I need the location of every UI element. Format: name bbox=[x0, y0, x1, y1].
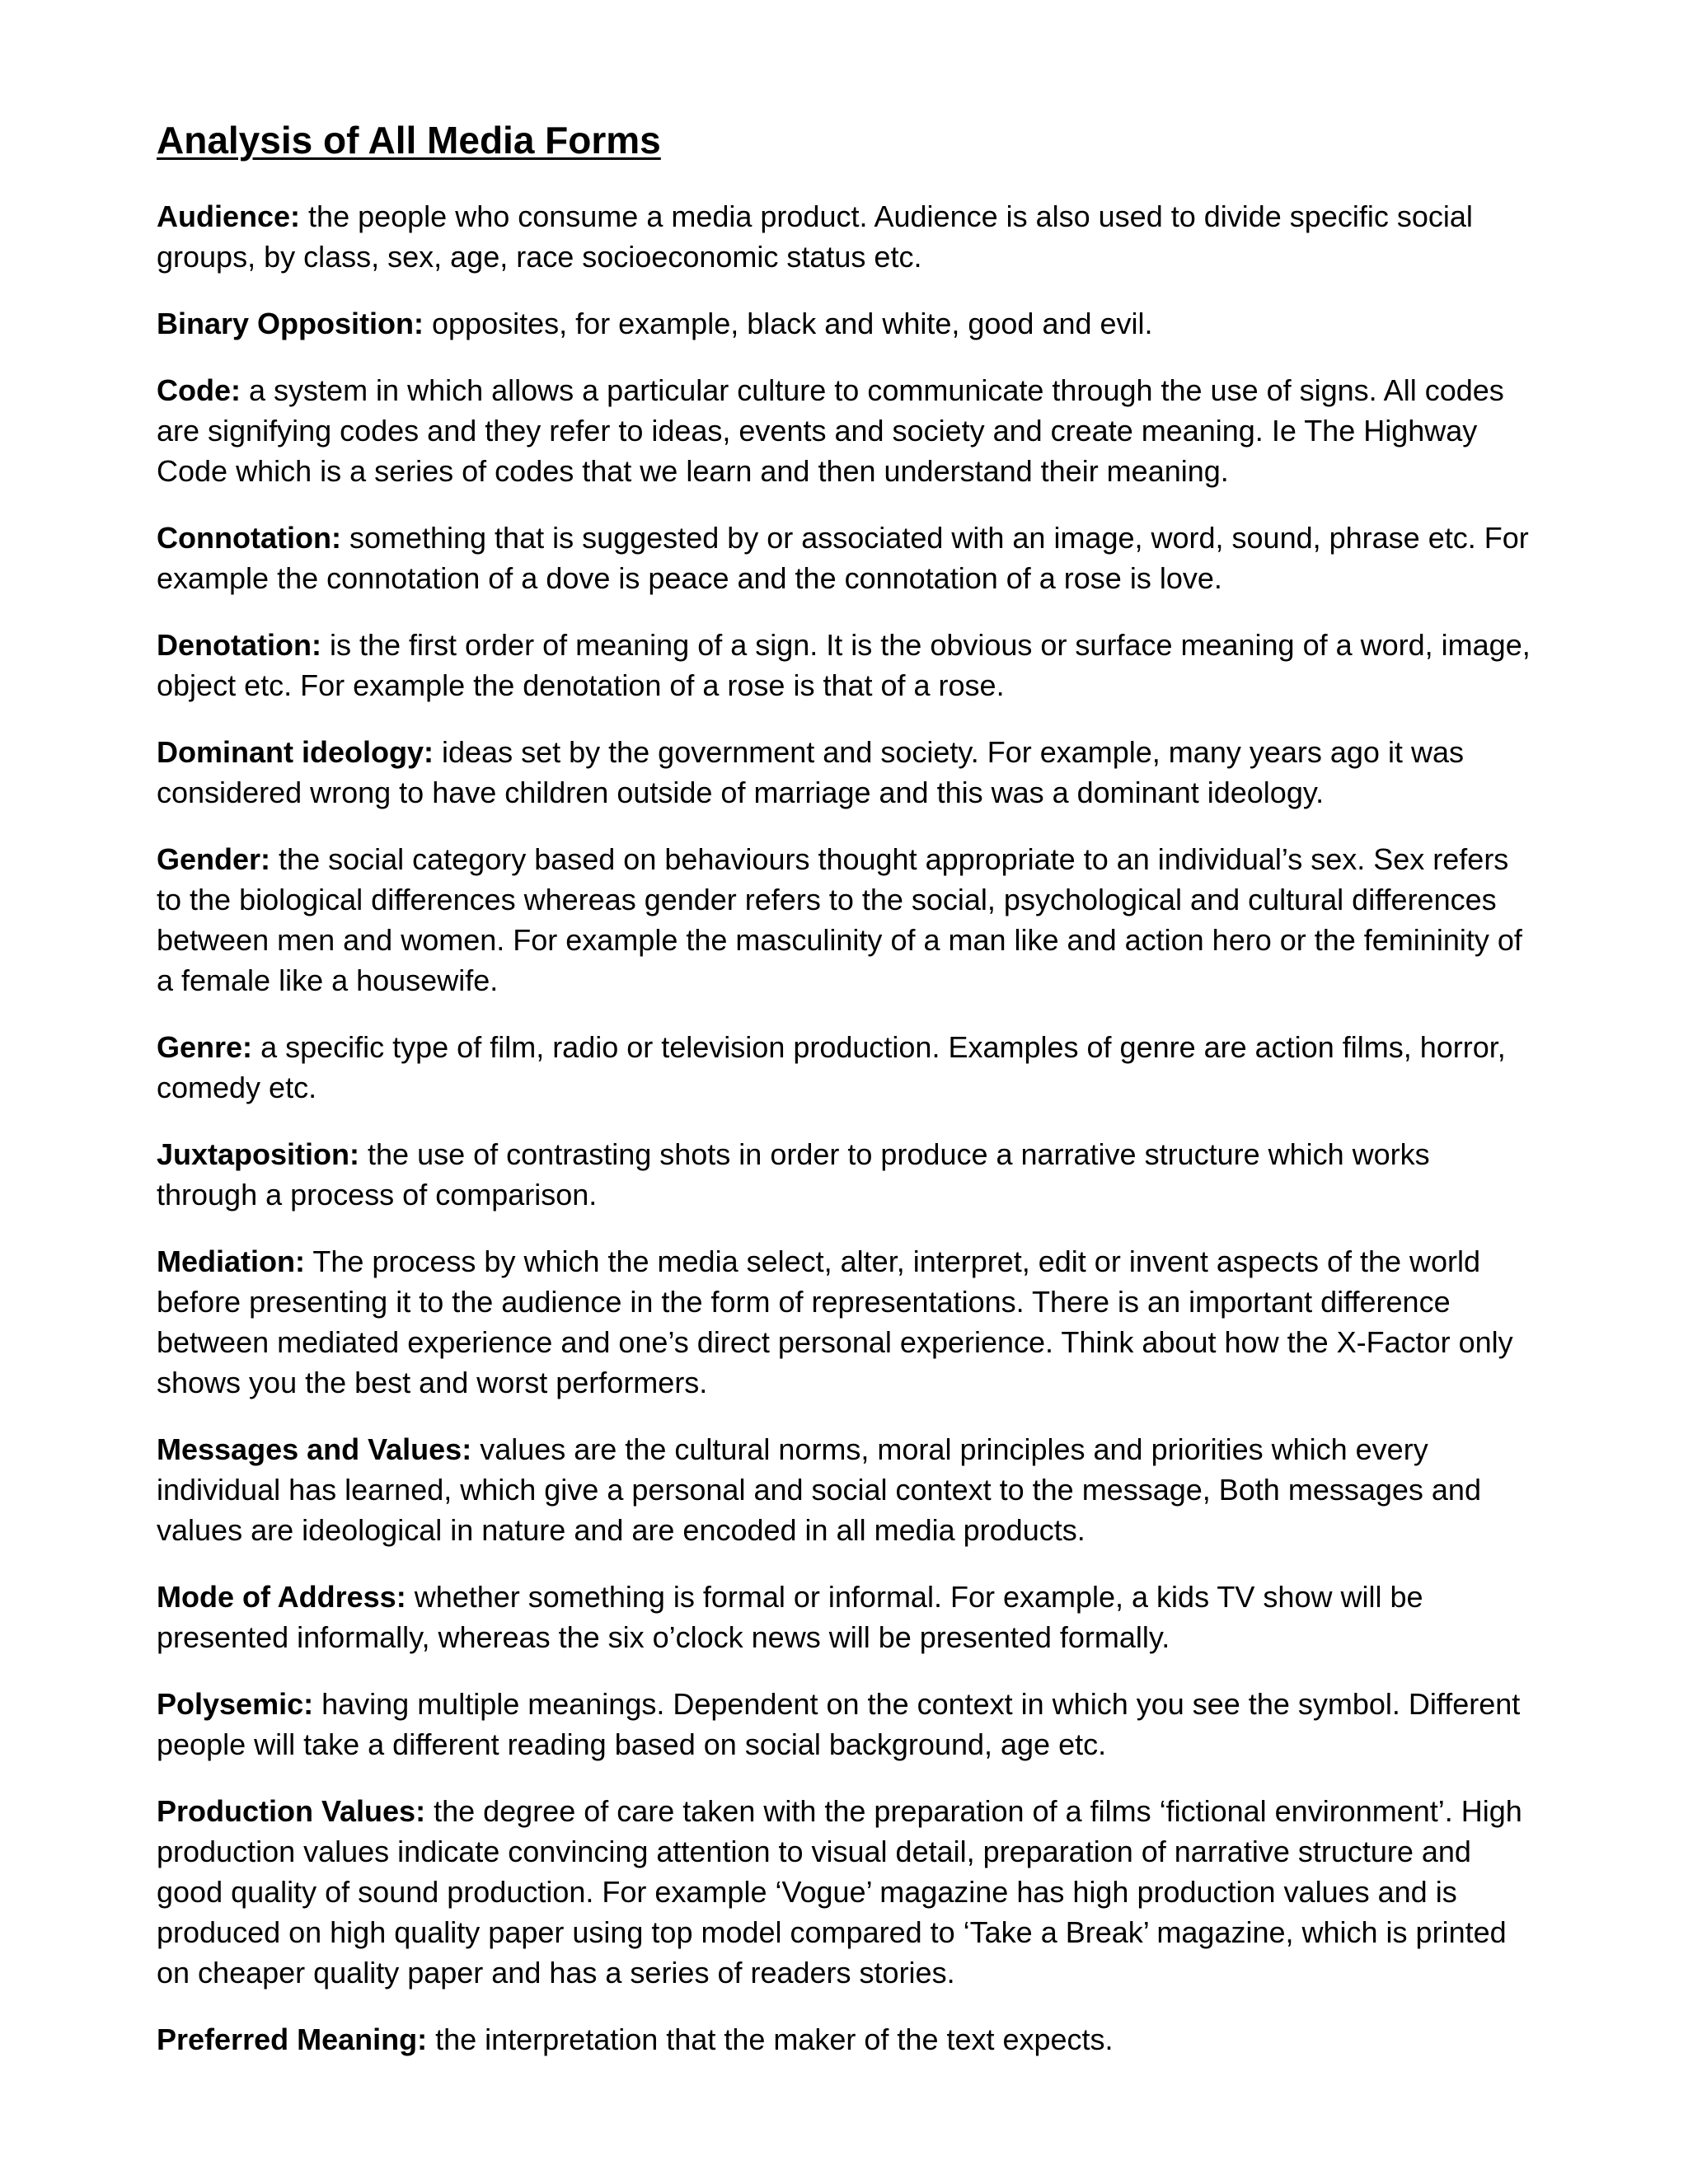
glossary-term: Polysemic: bbox=[157, 1687, 314, 1721]
glossary-entry-juxtaposition bbox=[157, 1134, 1533, 1215]
glossary-entry-polysemic bbox=[157, 1684, 1533, 1765]
glossary-term: Preferred Meaning: bbox=[157, 2022, 428, 2056]
glossary-definition: the use of contrasting shots in order to produce a narrative structure which works through a process of comparison. bbox=[157, 1137, 1430, 1212]
glossary-term: Gender: bbox=[157, 842, 271, 876]
glossary-entry-binary-opposition bbox=[157, 303, 1533, 344]
glossary-entry-production-values bbox=[157, 1791, 1533, 1993]
glossary-definition: values are the cultural norms, moral principles and priorities which every individual has learned, which give a personal and social context to the message, Both messages and values are ideological in nature and are encoded in all media products. bbox=[157, 1432, 1481, 1547]
glossary-definition: the degree of care taken with the preparation of a films ‘fictional environment’. High production values indicate convincing attention to visual detail, preparation of narrative structure and good quality of sound production. For example ‘Vogue’ magazine has high production values and is produced on high quality paper using top model compared to ‘Take a Break’ magazine, which is printed on cheaper quality paper and has a series of readers stories. bbox=[157, 1794, 1522, 1990]
document-title: Analysis of All Media Forms bbox=[157, 119, 661, 162]
glossary-definition: a specific type of film, radio or television production. Examples of genre are action films, horror, comedy etc. bbox=[157, 1030, 1506, 1104]
glossary-entry-dominant-ideology bbox=[157, 732, 1533, 813]
glossary-definition: The process by which the media select, alter, interpret, edit or invent aspects of the world before presenting it to the audience in the form of representations. There is an important difference between mediated experience and one’s direct personal experience. Think about how the X-Factor only shows you the best and worst performers. bbox=[157, 1244, 1513, 1399]
glossary-definition: a system in which allows a particular culture to communicate through the use of signs. All codes are signifying codes and they refer to ideas, events and society and create meaning. Ie The Highway Code which is a series of codes that we learn and then understand their meaning. bbox=[157, 373, 1504, 488]
glossary-term: Production Values: bbox=[157, 1794, 426, 1828]
glossary-definition: something that is suggested by or associated with an image, word, sound, phrase etc. For example the connotation of a dove is peace and the connotation of a rose is love. bbox=[157, 521, 1529, 595]
glossary-definition: the social category based on behaviours thought appropriate to an individual’s sex. Sex refers to the biological differences whereas gender refers to the social, psychological and cultural differences between men and women. For example the masculinity of a man like and action hero or the femininity of a female like a housewife. bbox=[157, 842, 1522, 997]
glossary-term: Audience: bbox=[157, 199, 301, 233]
glossary-entry-mode-of-address bbox=[157, 1577, 1533, 1657]
glossary-term: Connotation: bbox=[157, 521, 341, 555]
glossary-entry-audience bbox=[157, 196, 1533, 277]
glossary-term: Genre: bbox=[157, 1030, 253, 1064]
glossary-term: Denotation: bbox=[157, 628, 321, 662]
glossary-entry-connotation bbox=[157, 518, 1533, 598]
glossary-definition: is the first order of meaning of a sign. It is the obvious or surface meaning of a word, image, object etc. For example the denotation of a rose is that of a rose. bbox=[157, 628, 1531, 702]
glossary-term: Mode of Address: bbox=[157, 1580, 406, 1614]
glossary-definition: having multiple meanings. Dependent on the context in which you see the symbol. Different people will take a different reading based on social background, age etc. bbox=[157, 1687, 1521, 1761]
glossary-term: Juxtaposition: bbox=[157, 1137, 360, 1171]
glossary-definition: opposites, for example, black and white, good and evil. bbox=[432, 307, 1153, 340]
glossary-definition: ideas set by the government and society. For example, many years ago it was considered wrong to have children outside of marriage and this was a dominant ideology. bbox=[157, 735, 1464, 809]
glossary-entry-gender bbox=[157, 839, 1533, 1001]
glossary-definition: the interpretation that the maker of the text expects. bbox=[435, 2022, 1114, 2056]
glossary-term: Binary Opposition: bbox=[157, 307, 424, 340]
glossary-entry-code bbox=[157, 370, 1533, 491]
glossary-term: Dominant ideology: bbox=[157, 735, 434, 769]
glossary-term: Mediation: bbox=[157, 1244, 305, 1278]
glossary-definition: whether something is formal or informal. For example, a kids TV show will be presented informally, whereas the six o’clock news will be presented formally. bbox=[157, 1580, 1423, 1654]
glossary-entry-messages-and-values bbox=[157, 1429, 1533, 1550]
glossary-entry-denotation bbox=[157, 625, 1533, 705]
document-content bbox=[157, 114, 1533, 2086]
glossary-entry-mediation bbox=[157, 1241, 1533, 1403]
glossary-definition: the people who consume a media product. Audience is also used to divide specific social groups, by class, sex, age, race socioeconomic status etc. bbox=[157, 199, 1473, 274]
glossary-term: Messages and Values: bbox=[157, 1432, 472, 1466]
glossary-term: Code: bbox=[157, 373, 241, 407]
glossary-entry-genre bbox=[157, 1027, 1533, 1108]
glossary-entry-preferred-meaning bbox=[157, 2019, 1533, 2060]
